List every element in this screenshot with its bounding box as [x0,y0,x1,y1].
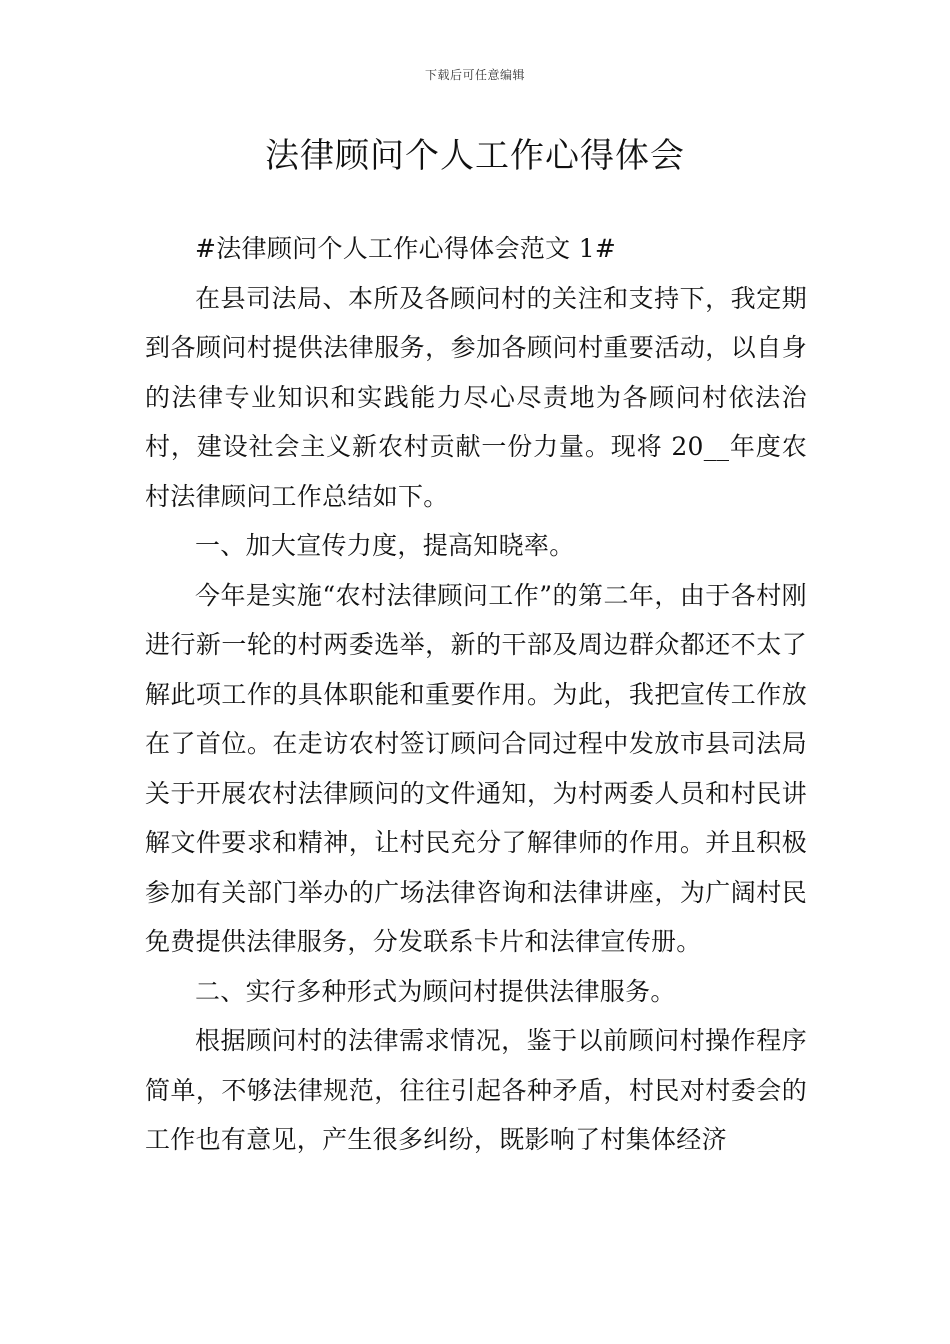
document-body [145,224,807,1165]
section-heading-sample-1: #法律顾问个人工作心得体会范文 1# [195,234,617,263]
paragraph-legal-services: 根据顾问村的法律需求情况，鉴于以前顾问村操作程序简单，不够法律规范，往往引起各种矛盾，村民对村委会的工作也有意见，产生很多纠纷，既影响了村集体经济 [145,1026,807,1154]
header-note: 下载后可任意编辑 [424,68,525,82]
paragraph-publicity: 今年是实施“农村法律顾问工作”的第二年，由于各村刚进行新一轮的村两委选举，新的干部及周边群众都还不太了解此项工作的具体职能和重要作用。为此，我把宣传工作放在了首位。在走访农村签订顾问合同过程中发放市县司法局关于开展农村法律顾问的文件通知，为村两委人员和村民讲解文件要求和精神，让村民充分了解律师的作用。并且积极参加有关部门举办的广场法律咨询和法律讲座，为广阔村民免费提供法律服务，分发联系卡片和法律宣传册。 [145,580,807,956]
paragraph-intro: 在县司法局、本所及各顾问村的关注和支持下，我定期到各顾问村提供法律服务，参加各顾问村重要活动，以自身的法律专业知识和实践能力尽心尽责地为各顾问村依法治村，建设社会主义新农村贡献一份力量。现将 20__年度农村法律顾问工作总结如下。 [145,283,807,511]
section-heading-2: 二、实行多种形式为顾问村提供法律服务。 [195,976,676,1006]
document-title: 法律顾问个人工作心得体会 [265,136,685,176]
section-heading-1: 一、加大宣传力度，提高知晓率。 [195,531,575,560]
